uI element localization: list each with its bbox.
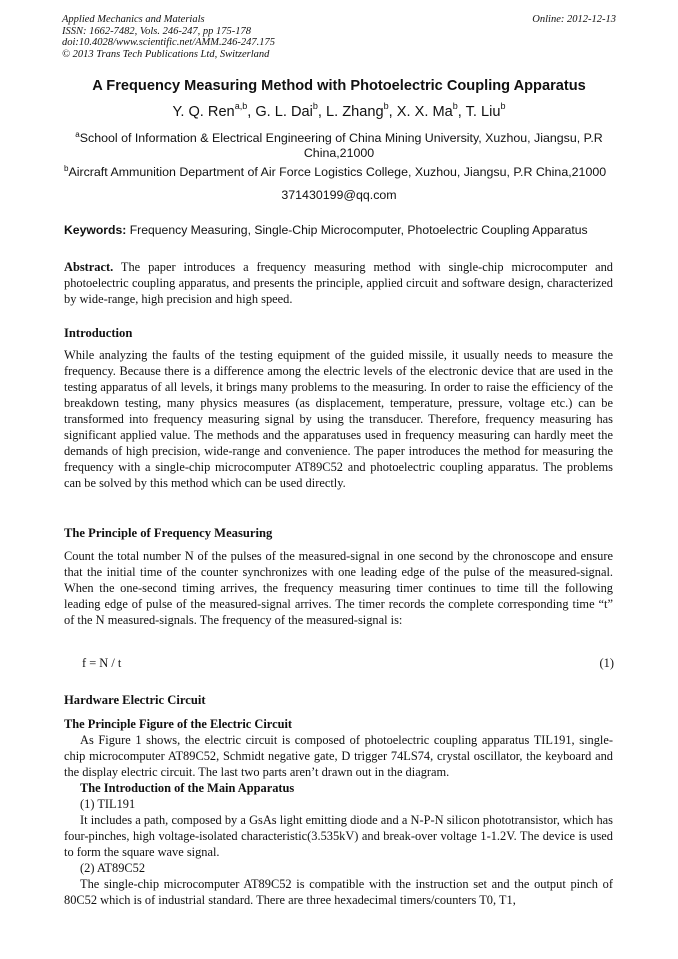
equation-number: (1) bbox=[599, 656, 614, 670]
running-header bbox=[62, 14, 616, 60]
online-date: Online: 2012-12-13 bbox=[532, 14, 616, 25]
abstract bbox=[64, 259, 613, 307]
affiliation-mark: a bbox=[75, 130, 80, 139]
affiliation-text: Aircraft Ammunition Department of Air Force Logistics College, Xuzhou, Jiangsu, P.R China,21000 bbox=[68, 165, 607, 179]
affiliation-mark: b bbox=[64, 164, 69, 173]
principle-figure-subheading: The Principle Figure of the Electric Circuit bbox=[64, 717, 293, 731]
keywords-label: Keywords: bbox=[64, 223, 127, 237]
paper-title: A Frequency Measuring Method with Photoelectric Coupling Apparatus bbox=[92, 78, 586, 94]
affiliation-b bbox=[64, 165, 614, 180]
keywords-text: Frequency Measuring, Single-Chip Microcomputer, Photoelectric Coupling Apparatus bbox=[129, 223, 588, 237]
principle-heading: The Principle of Frequency Measuring bbox=[64, 526, 273, 540]
keywords bbox=[64, 223, 614, 237]
introduction-heading: Introduction bbox=[64, 326, 133, 340]
author-affil-mark: b bbox=[383, 101, 389, 111]
author-name: T. Liu bbox=[465, 104, 501, 120]
author-separator: , bbox=[457, 104, 466, 120]
hardware-heading: Hardware Electric Circuit bbox=[64, 693, 206, 707]
hardware-section bbox=[64, 716, 613, 908]
main-apparatus-subheading: The Introduction of the Main Apparatus bbox=[80, 781, 295, 795]
abstract-label: Abstract. bbox=[64, 260, 114, 274]
issn-line: ISSN: 1662-7482, Vols. 246-247, pp 175-178 bbox=[62, 25, 251, 37]
author-separator: , bbox=[388, 104, 397, 120]
affiliation-a bbox=[64, 131, 614, 161]
email-link[interactable]: 371430199@qq.com bbox=[281, 188, 397, 202]
author-separator: , bbox=[317, 104, 327, 120]
doi-line: doi:10.4028/www.scientific.net/AMM.246-247.175 bbox=[62, 37, 275, 48]
copyright-line: © 2013 Trans Tech Publications Ltd, Switzerland bbox=[62, 48, 270, 60]
equation-1 bbox=[82, 656, 614, 671]
introduction-text: While analyzing the faults of the testing equipment of the guided missile, it usually needs to measure the frequency. Because there is a difference among the electric levels of the electronic device that are used in the testing apparatus of all levels, it brings many problems to the measuring. In order to raise the efficiency of the breakdown testing, many physics measures (as displacement, temperature, pressure, voltage etc.) can be transformed into frequency measuring signal by using the transducer. Therefore, frequency measuring has significant applied value. The methods and the apparatuses used in frequency measuring can hardly meet the demands of high precision, wide-range and convenience. The paper introduces the method for measuring the frequency with a single-chip microcomputer AT89C52 and photoelectric coupling apparatus. The problems can be solved by this method which can be used directly. bbox=[64, 348, 613, 490]
til191-description: It includes a path, composed by a GsAs light emitting diode and a N-P-N silicon phototransistor, which has four-pinches, high voltage-isolated characteristic(3.535kV) and break-over voltage 1-1.2V. The device is used to form the square wave signal. bbox=[64, 813, 613, 859]
principle-text: Count the total number N of the pulses of the measured-signal in one second by the chronoscope and ensure that the initial time of the counter synchronizes with one leading edge of the pulse of the measured-signal. When the one-second timing arrives, the frequency measuring timer continues to time till the following leading edge of pulse of the measured-signal arrives. The timer records the complete corresponding time “t” of the N measured-signals. The frequency of the measured-signal is: bbox=[64, 549, 613, 627]
author-separator: , bbox=[247, 104, 256, 120]
abstract-text: The paper introduces a frequency measuring method with single-chip microcomputer and photoelectric coupling apparatus, and presents the principle, applied circuit and software design, characterized by wide-range, high precision and high speed. bbox=[64, 260, 613, 306]
author-list bbox=[0, 101, 678, 120]
principle-figure-text: As Figure 1 shows, the electric circuit is composed of photoelectric coupling apparatus TIL191, single-chip microcomputer AT89C52, Schmidt negative gate, D trigger 74LS74, crystal oscillator, the keyboard and the display electric circuit. The last two parts aren’t drawn out in the diagram. bbox=[64, 733, 613, 779]
author-name: X. X. Ma bbox=[396, 104, 453, 120]
author-name: L. Zhang bbox=[326, 104, 384, 120]
at89c52-description: The single-chip microcomputer AT89C52 is compatible with the instruction set and the output pinch of 80C52 which is of industrial standard. There are three hexadecimal timers/counters T0, T1, bbox=[64, 877, 613, 907]
author-affil-mark: b bbox=[500, 101, 506, 111]
apparatus-item-til191: (1) TIL191 bbox=[80, 797, 136, 811]
equation-text: f = N / t bbox=[82, 656, 122, 670]
author-name: G. L. Dai bbox=[255, 104, 313, 120]
affiliation-text: School of Information & Electrical Engineering of China Mining University, Xuzhou, Jiangsu, P.R China,21000 bbox=[79, 131, 603, 160]
author-name: Y. Q. Ren bbox=[172, 104, 235, 120]
author-affil-mark: b bbox=[312, 101, 318, 111]
author-affil-mark: a,b bbox=[234, 101, 248, 111]
journal-name: Applied Mechanics and Materials bbox=[62, 14, 205, 25]
apparatus-item-at89c52: (2) AT89C52 bbox=[80, 861, 146, 875]
author-affil-mark: b bbox=[452, 101, 458, 111]
